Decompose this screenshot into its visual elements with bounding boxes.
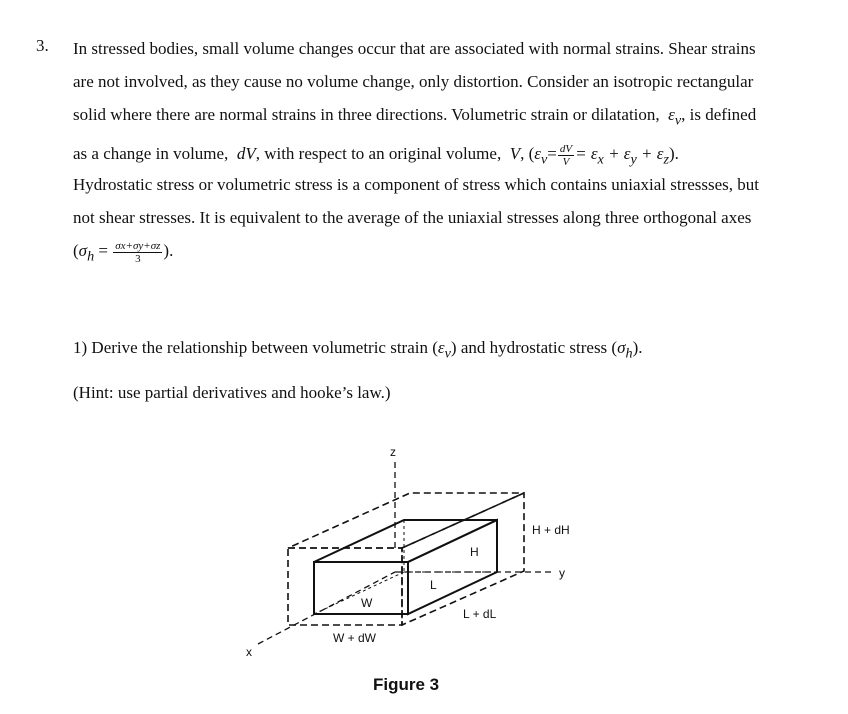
label-h-dh: H + dH — [532, 523, 570, 537]
hydro-line-3: ($\sigma_h$ = $\frac{\sigma x+\sigma y+\sigma z}{3}$ ). — [73, 239, 174, 265]
intro-line-1: In stressed bodies, small volume changes occur that are associated with normal strains. Shear strains — [73, 39, 756, 58]
intro-line-2: are not involved, as they cause no volume change, only distortion. Consider an isotropic rectangular — [73, 72, 754, 91]
subquestion-1: 1) Derive the relationship between volumetric strain $(\varepsilon_v)$ and hydrostatic stress $(\sigma_h)$. — [73, 338, 643, 362]
deformed-box — [288, 493, 524, 625]
label-z: z — [390, 445, 396, 459]
figure-caption: Figure 3 — [373, 675, 440, 694]
hint-text: (Hint: use partial derivatives and hooke’s law.) — [73, 383, 391, 402]
label-l: L — [430, 578, 437, 592]
label-h: H — [470, 545, 479, 559]
question-number: 3. — [36, 36, 49, 55]
label-l-dl: L + dL — [463, 607, 497, 621]
label-w-dw: W + dW — [333, 631, 377, 645]
epsilon-symbol: ε — [668, 105, 675, 124]
hydro-line-1: Hydrostatic stress or volumetric stress is a component of stress which contains uniaxial stressses, but — [73, 175, 760, 194]
dv-over-v-fraction: $\frac{dV}{V}$ — [559, 142, 573, 168]
hydro-line-2: not shear stresses. It is equivalent to the average of the uniaxial stresses along three orthogonal axes — [73, 208, 752, 227]
label-y: y — [559, 566, 565, 580]
intro-line-4: as a change in volume, dV, with respect to an original volume, V, ($\varepsilon_v=$ $\frac{dV}{V}$ = $\varepsilon_x + \varepsilon_y + \varepsilon_z$). — [73, 142, 679, 168]
hydrostatic-fraction: $\frac{\sigma x+\sigma y+\sigma z}{3}$ — [115, 239, 161, 265]
intro-line-3: solid where there are normal strains in three directions. Volumetric strain or dilatation, $\varepsilon_v$, is defined — [73, 105, 757, 129]
label-x: x — [246, 645, 252, 659]
label-w: W — [361, 596, 373, 610]
